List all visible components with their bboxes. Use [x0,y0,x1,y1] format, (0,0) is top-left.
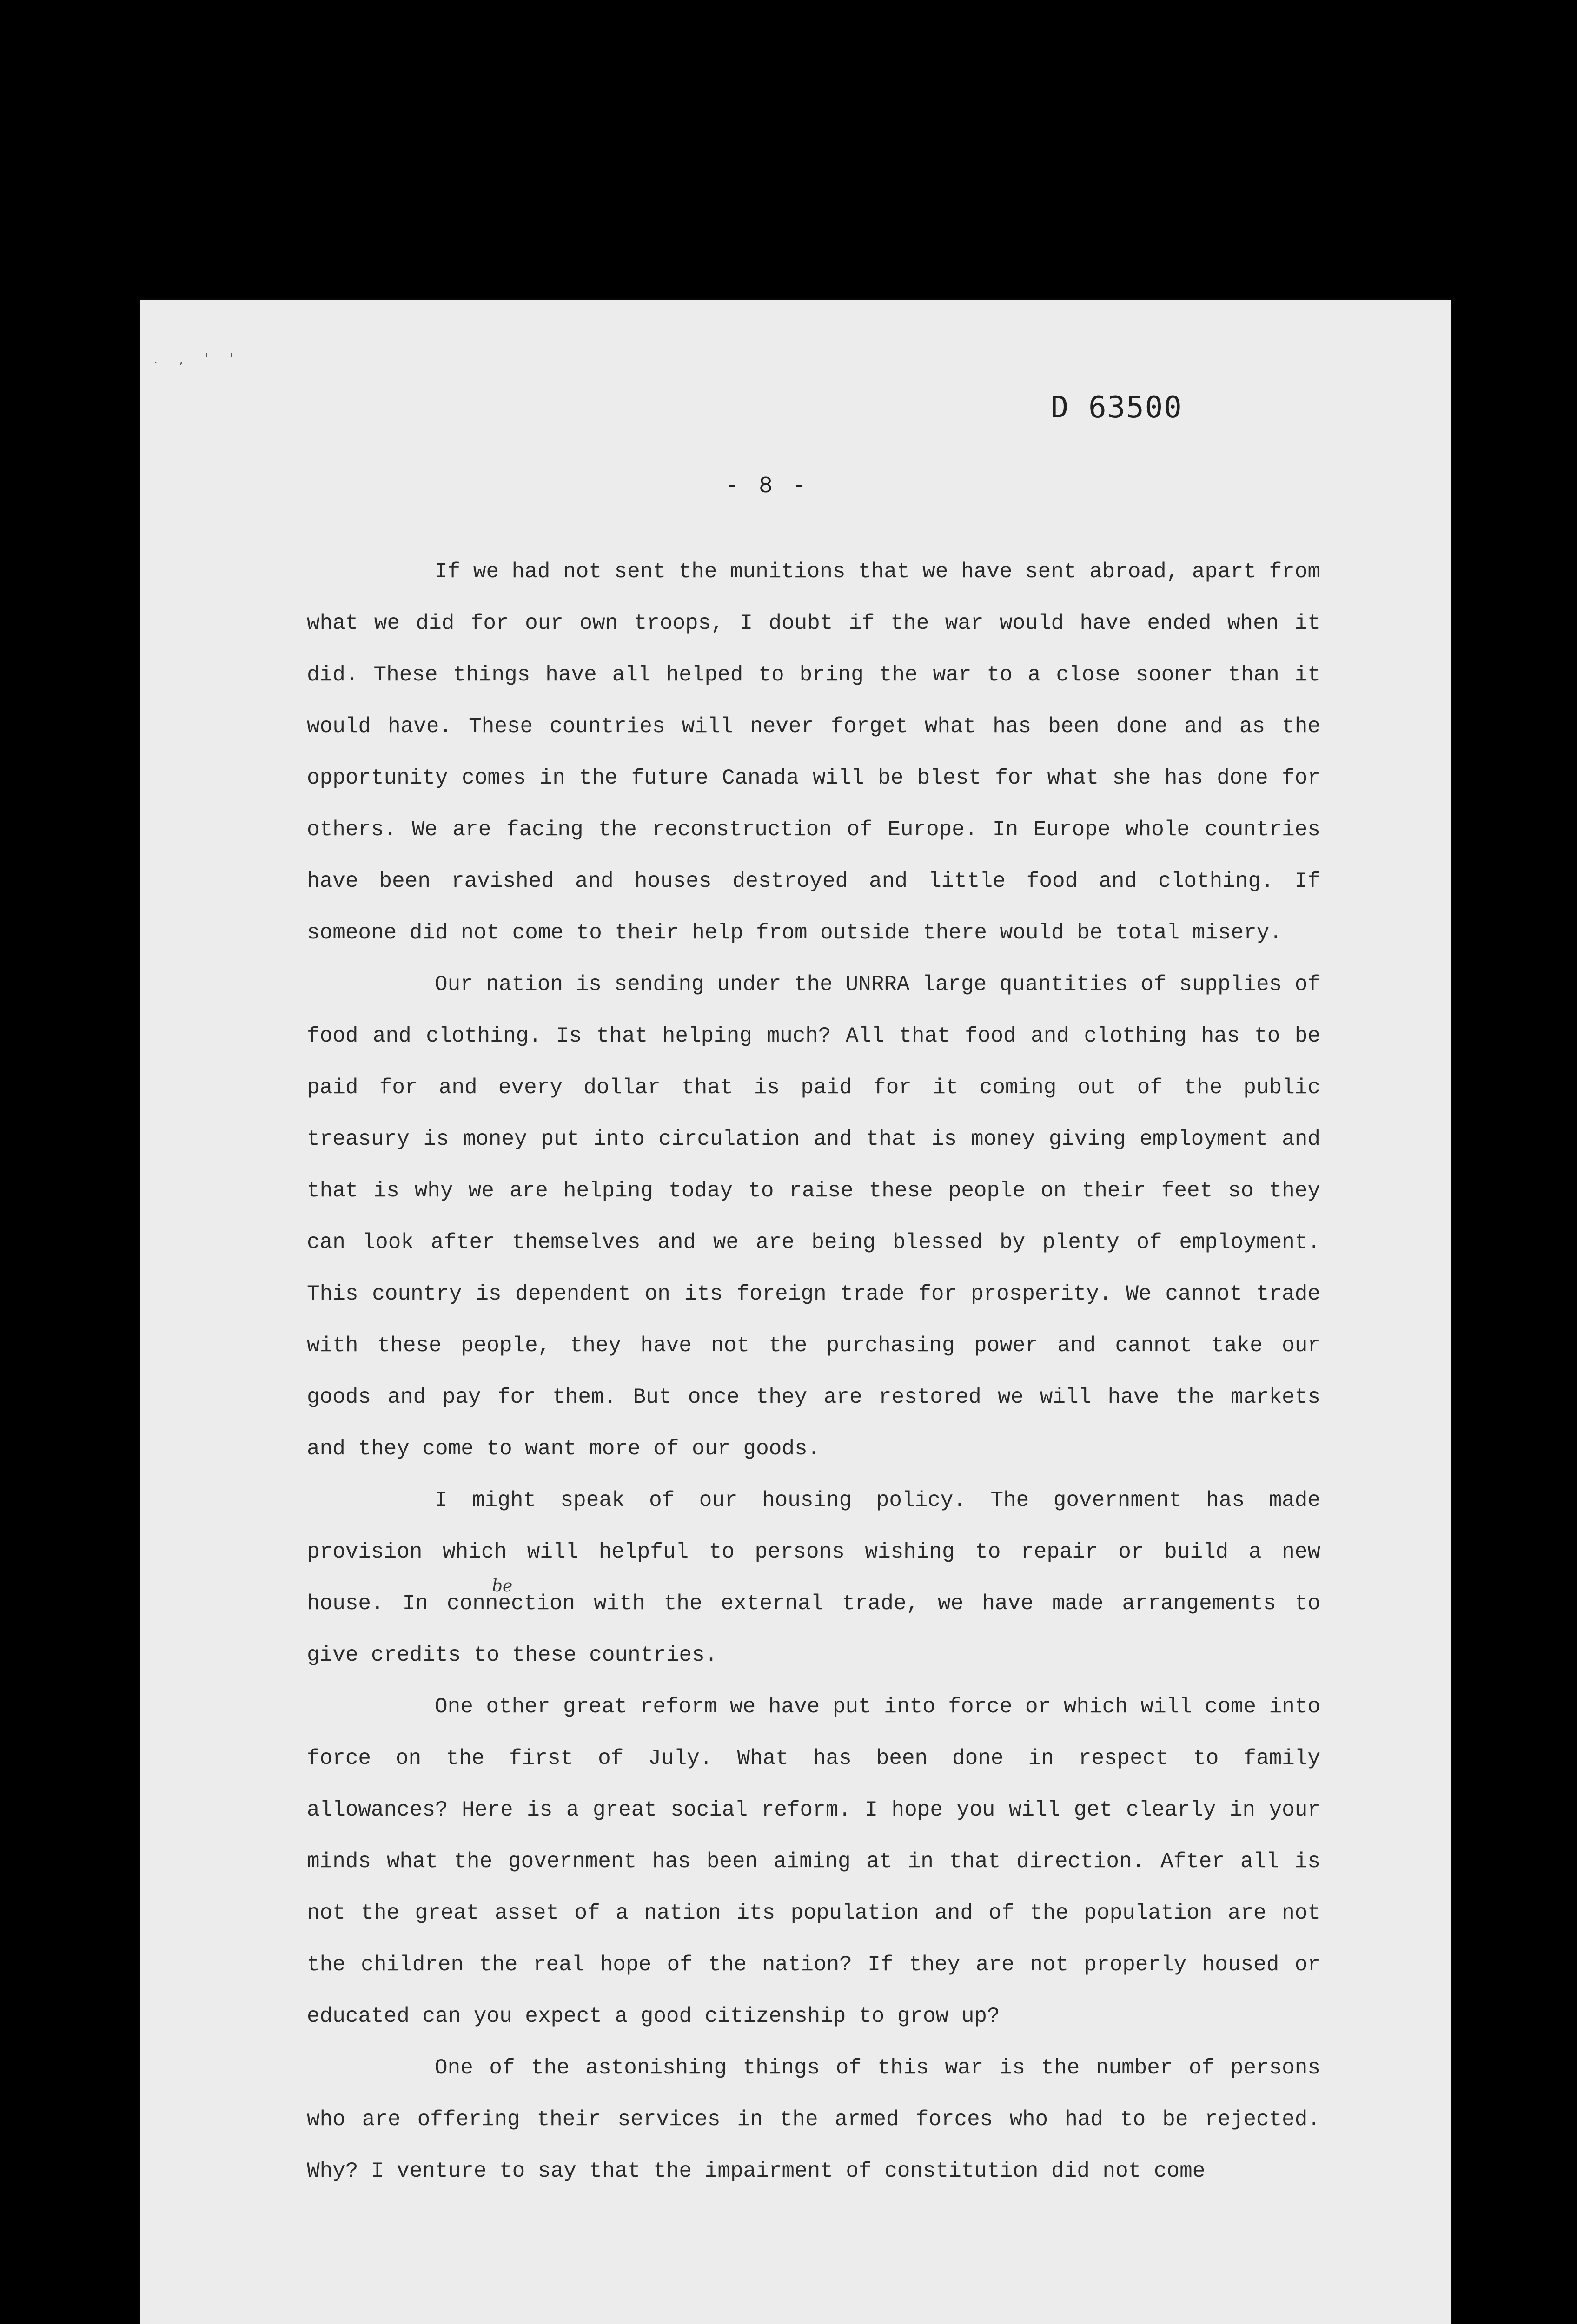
paragraph: One other great reform we have put into force or which will come into force on the first of July. What has been done in respect to family allowances? Here is a great social reform. I hope you will get clearly in your minds what the government has been aiming at in that direction. After all is not the great asset of a nation its population and of the population are not the children the real hope of the nation? If they are not properly housed or educated can you expect a good citizenship to grow up? [307,1695,1320,2028]
handwritten-insertion: be [492,1577,513,1596]
paragraph: If we had not sent the munitions that we have sent abroad, apart from what we did for our own troops, I doubt if the war would have ended when it did. These things have all helped to bring the war to a close sooner than it would have. These countries will never forget what has been done and as the opportunity comes in the future Canada will be blest for what she has done for others. We are facing the reconstruction of Europe. In Europe whole countries have been ravished and houses destroyed and little food and clothing. If someone did not come to their help from outside there would be total misery. [307,560,1320,945]
margin-specks: . , ' ' [153,351,242,367]
document-body [307,546,1320,2197]
paragraph: One of the astonishing things of this war is the number of persons who are offering their services in the armed forces who had to be rejected. Why? I venture to say that the impairment of constitution did not come [307,2056,1320,2183]
paragraph: Our nation is sending under the UNRRA large quantities of supplies of food and clothing. Is that helping much? All that food and clothing has to be paid for and every dollar that is paid for it coming out of the public treasury is money put into circulation and that is money giving employment and that is why we are helping today to raise these people on their feet so they can look after themselves and we are being blessed by plenty of employment. This country is dependent on its foreign trade for prosperity. We cannot trade with these people, they have not the purchasing power and cannot take our goods and pay for them. But once they are restored we will have the markets and they come to want more of our goods. [307,972,1320,1461]
paragraph: I might speak of our housing policy. The government has made provision which will helpful to persons wishing to repair or build a new house. In connection with the external trade, we have made arrangements to give credits to these countries. [307,1488,1320,1667]
document-id-stamp: D 63500 [1051,390,1183,425]
page-number: - 8 - [725,473,809,500]
